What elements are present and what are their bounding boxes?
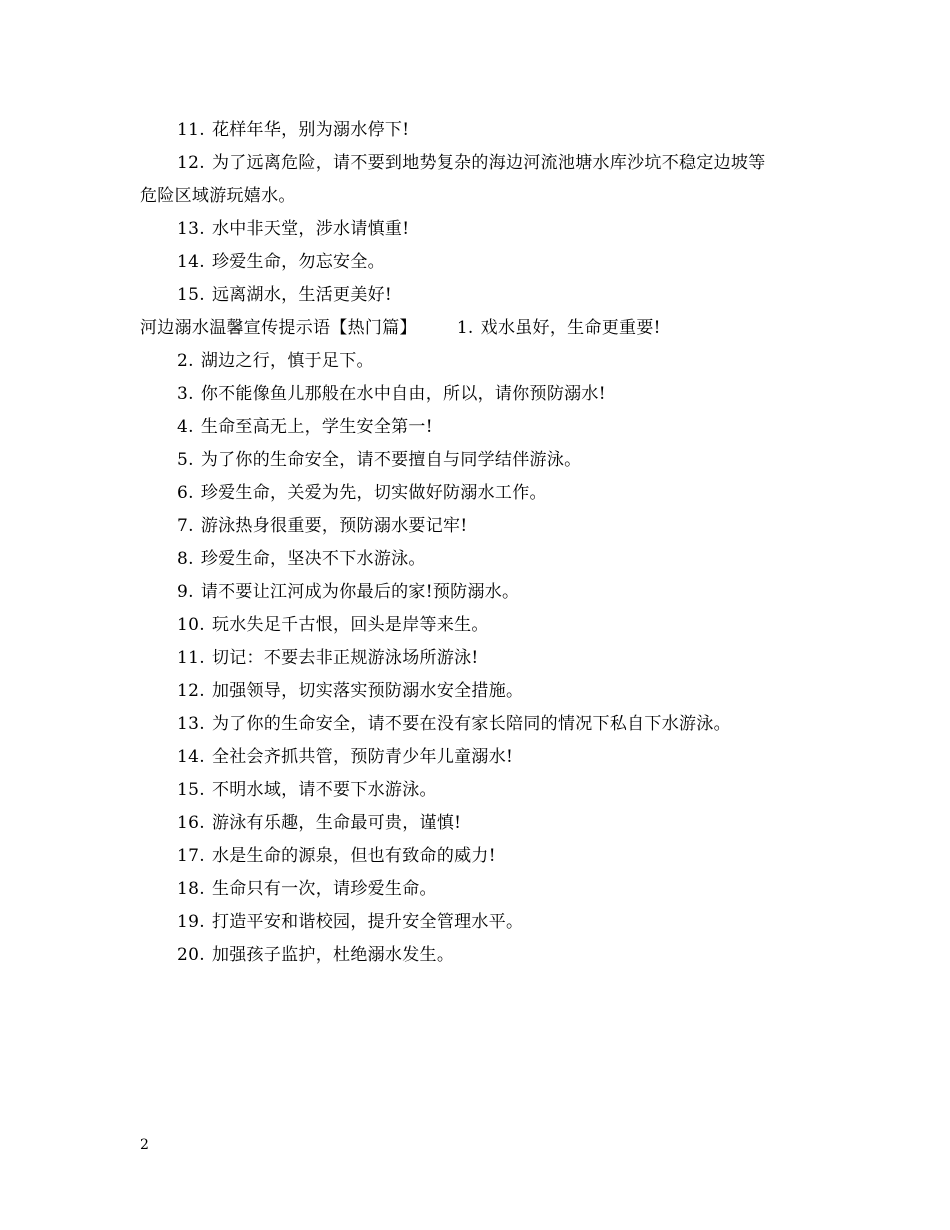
item-text: 生命至高无上，学生安全第一! xyxy=(200,417,433,437)
item-number: 3. xyxy=(177,384,194,404)
item-number: 20. xyxy=(177,945,205,965)
list-item xyxy=(140,642,820,675)
list-item xyxy=(140,477,820,510)
item-number: 1. xyxy=(456,318,474,338)
item-number: 4. xyxy=(177,417,194,437)
list-item xyxy=(140,378,820,411)
list-item xyxy=(140,147,820,180)
item-text: 游泳有乐趣，生命最可贵，谨慎! xyxy=(211,813,462,833)
list-item xyxy=(140,345,820,378)
list-item xyxy=(140,213,820,246)
item-number: 15. xyxy=(177,780,205,800)
list-item xyxy=(140,708,820,741)
item-text: 水中非天堂，涉水请慎重! xyxy=(211,219,410,239)
list-item xyxy=(140,675,820,708)
item-text: 戏水虽好，生命更重要! xyxy=(480,318,661,338)
item-number: 10. xyxy=(177,615,205,635)
list-item xyxy=(140,774,820,807)
list-item xyxy=(140,444,820,477)
item-number: 11. xyxy=(177,648,205,668)
list-item xyxy=(140,543,820,576)
list-item xyxy=(140,939,820,972)
item-text: 珍爱生命，坚决不下水游泳。 xyxy=(200,549,426,569)
list-item xyxy=(140,114,820,147)
list-item xyxy=(140,246,820,279)
item-text: 远离湖水，生活更美好! xyxy=(211,285,393,305)
list-item xyxy=(140,411,820,444)
item-text: 水是生命的源泉，但也有致命的威力! xyxy=(211,846,496,866)
list-item xyxy=(140,741,820,774)
item-text: 切记：不要去非正规游泳场所游泳! xyxy=(211,648,479,668)
item-number: 19. xyxy=(177,912,205,932)
item-number: 17. xyxy=(177,846,205,866)
item-number: 13. xyxy=(177,714,205,734)
item-number: 18. xyxy=(177,879,205,899)
section-heading-line xyxy=(140,312,820,345)
item-text: 请不要让江河成为你最后的家!预防溺水。 xyxy=(200,582,520,602)
item-text: 你不能像鱼儿那般在水中自由，所以，请你预防溺水! xyxy=(200,384,606,404)
item-text: 不明水域，请不要下水游泳。 xyxy=(211,780,437,800)
item-number: 6. xyxy=(177,483,194,503)
list-item xyxy=(140,840,820,873)
item-text: 打造平安和谐校园，提升安全管理水平。 xyxy=(211,912,524,932)
document-body xyxy=(140,114,820,972)
item-number: 13. xyxy=(177,219,205,239)
list-item xyxy=(140,279,820,312)
list-item-continuation xyxy=(140,180,820,213)
item-text: 湖边之行，慎于足下。 xyxy=(200,351,374,371)
item-text: 珍爱生命，勿忘安全。 xyxy=(211,252,385,272)
list-item xyxy=(140,510,820,543)
item-text: 为了远离危险，请不要到地势复杂的海边河流池塘水库沙坑不稳定边坡等 xyxy=(211,153,766,173)
item-text: 珍爱生命，关爱为先，切实做好防溺水工作。 xyxy=(200,483,547,503)
section-heading: 河边溺水温馨宣传提示语【热门篇】 xyxy=(140,318,417,338)
item-text: 加强领导，切实落实预防溺水安全措施。 xyxy=(211,681,524,701)
item-number: 12. xyxy=(177,153,205,173)
item-number: 5. xyxy=(177,450,194,470)
item-text: 全社会齐抓共管，预防青少年儿童溺水! xyxy=(211,747,514,767)
item-number: 14. xyxy=(177,252,205,272)
page-number: 2 xyxy=(140,1137,149,1153)
item-number: 15. xyxy=(177,285,205,305)
item-text: 为了你的生命安全，请不要擅自与同学结伴游泳。 xyxy=(200,450,582,470)
item-text: 游泳热身很重要，预防溺水要记牢! xyxy=(200,516,468,536)
item-number: 9. xyxy=(177,582,194,602)
item-number: 12. xyxy=(177,681,205,701)
list-item xyxy=(140,576,820,609)
list-item xyxy=(140,609,820,642)
item-text: 玩水失足千古恨，回头是岸等来生。 xyxy=(211,615,489,635)
item-number: 11. xyxy=(177,120,205,140)
item-text: 加强孩子监护，杜绝溺水发生。 xyxy=(211,945,455,965)
item-text: 花样年华，别为溺水停下! xyxy=(211,120,410,140)
item-number: 7. xyxy=(177,516,194,536)
item-number: 8. xyxy=(177,549,194,569)
item-number: 16. xyxy=(177,813,205,833)
list-item xyxy=(140,906,820,939)
item-text-continuation: 危险区域游玩嬉水。 xyxy=(140,186,296,206)
list-item xyxy=(140,873,820,906)
list-item xyxy=(140,807,820,840)
item-text: 为了你的生命安全，请不要在没有家长陪同的情况下私自下水游泳。 xyxy=(211,714,731,734)
item-number: 14. xyxy=(177,747,205,767)
item-text: 生命只有一次，请珍爱生命。 xyxy=(211,879,437,899)
item-number: 2. xyxy=(177,351,194,371)
